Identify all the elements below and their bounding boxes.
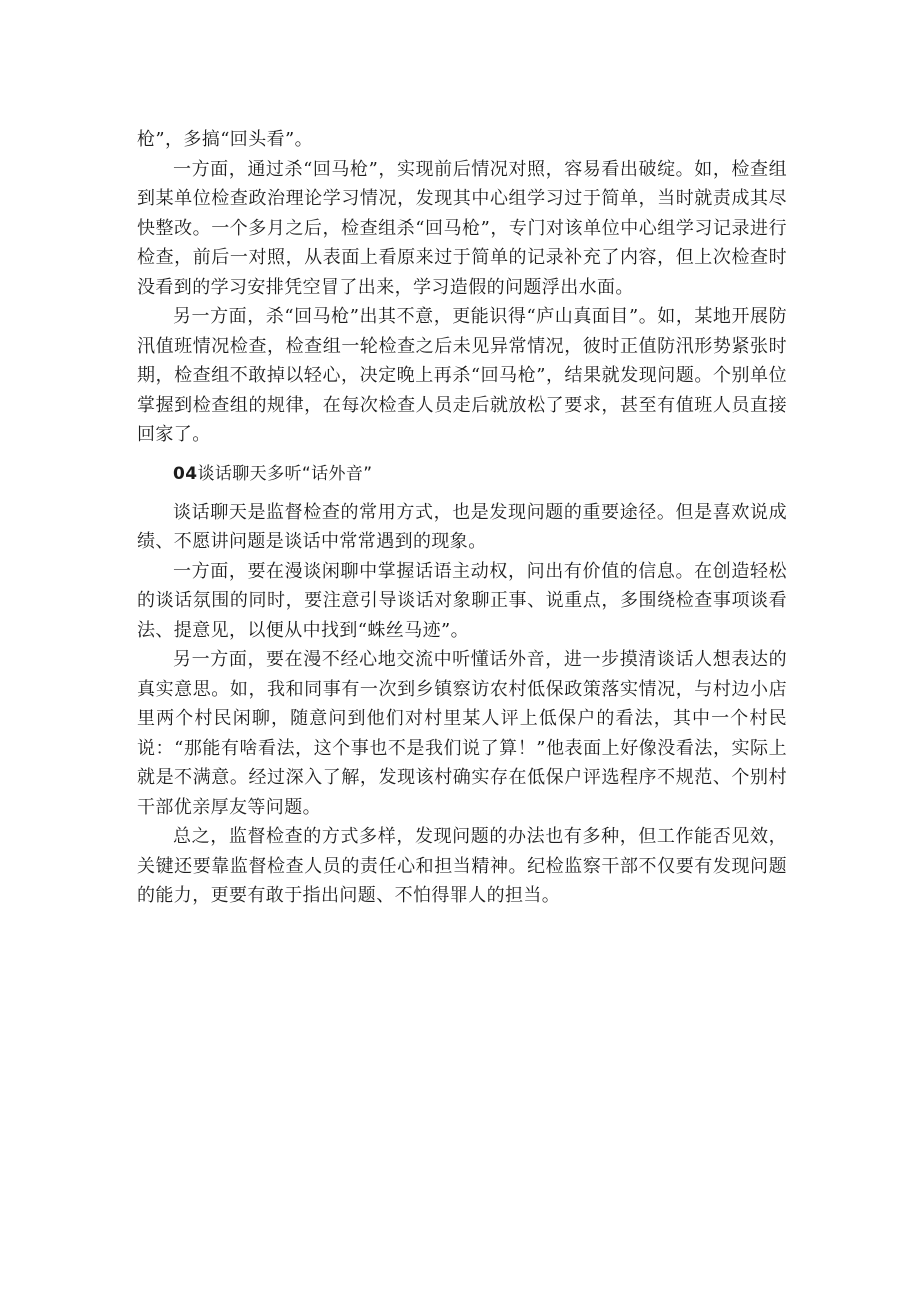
document-body <box>137 125 787 911</box>
paragraph: 总之，监督检查的方式多样，发现问题的办法也有多种，但工作能否见效，关键还要靠监督检查人员的责任心和担当精神。纪检监察干部不仅要有发现问题的能力，更要有敢于指出问题、不怕得罪人的担当。 <box>137 826 787 906</box>
section-heading <box>137 456 787 492</box>
paragraph: 另一方面，杀“回马枪”出其不意，更能识得“庐山真面目”。如，某地开展防汛值班情况检查，检查组一轮检查之后未见异常情况，彼时正值防汛形势紧张时期，检查组不敢掉以轻心，决定晚上再杀“回马枪”，结果就发现问题。个别单位掌握到检查组的规律，在每次检查人员走后就放松了要求，甚至有值班人员直接回家了。 <box>137 306 787 445</box>
section-title: 谈话聊天多听“话外音” <box>197 463 373 484</box>
paragraph: 谈话聊天是监督检查的常用方式，也是发现问题的重要途径。但是喜欢说成绩、不愿讲问题是谈话中常常遇到的现象。 <box>137 501 787 552</box>
paragraph-continued: 枪”，多搞“回头看”。 <box>137 129 314 150</box>
paragraph: 另一方面，要在漫不经心地交流中听懂话外音，进一步摸清谈话人想表达的真实意思。如，我和同事有一次到乡镇察访农村低保政策落实情况，与村边小店里两个村民闲聊，随意问到他们对村里某人评上低保户的看法，其中一个村民说：“那能有啥看法，这个事也不是我们说了算！”他表面上好像没看法，实际上就是不满意。经过深入了解，发现该村确实存在低保户评选程序不规范、个别村干部优亲厚友等问题。 <box>137 649 787 818</box>
section-number: 04 <box>173 463 198 484</box>
paragraph: 一方面，要在漫谈闲聊中掌握话语主动权，问出有价值的信息。在创造轻松的谈话氛围的同时，要注意引导谈话对象聊正事、说重点，多围绕检查事项谈看法、提意见，以便从中找到“蛛丝马迹”。 <box>137 560 787 641</box>
paragraph: 一方面，通过杀“回马枪”，实现前后情况对照，容易看出破绽。如，检查组到某单位检查政治理论学习情况，发现其中心组学习过于简单，当时就责成其尽快整改。一个多月之后，检查组杀“回马枪”，专门对该单位中心组学习记录进行检查，前后一对照，从表面上看原来过于简单的记录补充了内容，但上次检查时没看到的学习安排凭空冒了出来，学习造假的问题浮出水面。 <box>137 158 787 298</box>
